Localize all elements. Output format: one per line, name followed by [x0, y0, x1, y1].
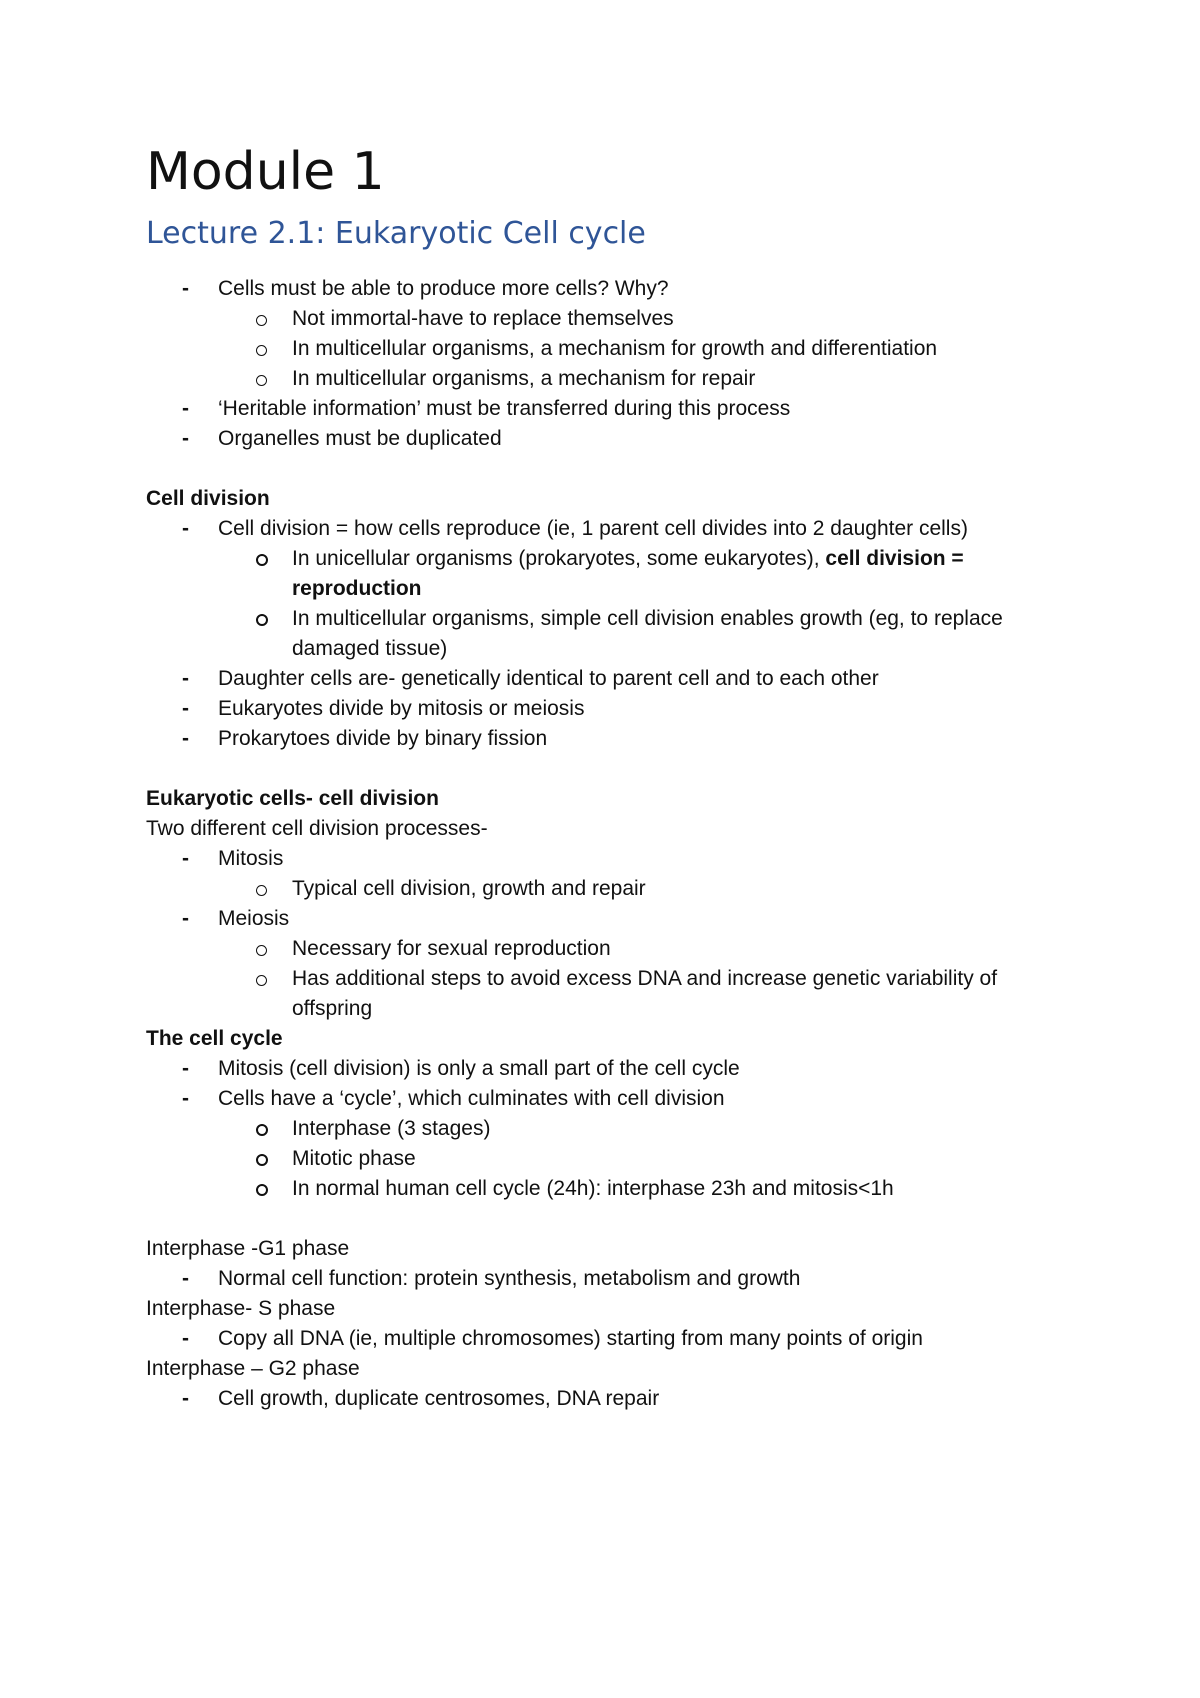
lecture-heading: Lecture 2.1: Eukaryotic Cell cycle: [146, 216, 646, 251]
spacer: [146, 454, 1076, 484]
list-item: Mitotic phase: [146, 1144, 1076, 1174]
list-item: - Copy all DNA (ie, multiple chromosomes) starting from many points of origin: [146, 1324, 1076, 1354]
list-item: In normal human cell cycle (24h): interphase 23h and mitosis<1h: [146, 1174, 1076, 1204]
section-heading: The cell cycle: [146, 1027, 283, 1050]
dash-bullet: -: [182, 1327, 189, 1350]
list-item: Has additional steps to avoid excess DNA and increase genetic variability of: [146, 964, 1076, 994]
hollow-circle-bullet-icon: [256, 945, 267, 956]
dash-bullet: -: [182, 1267, 189, 1290]
list-item: - ‘Heritable information’ must be transferred during this process: [146, 394, 1076, 424]
hollow-circle-bullet-icon: [256, 885, 267, 896]
list-item: In unicellular organisms (prokaryotes, some eukaryotes), cell division =: [146, 544, 1076, 574]
dash-bullet: -: [182, 1387, 189, 1410]
bold-circle-bullet-icon: [256, 1124, 268, 1136]
dash-bullet: -: [182, 667, 189, 690]
dash-bullet: -: [182, 517, 189, 540]
list-item-continuation: reproduction: [292, 577, 422, 600]
section-heading: Cell division: [146, 487, 270, 510]
list-item: Not immortal-have to replace themselves: [146, 304, 1076, 334]
paragraph: Two different cell division processes-: [146, 817, 488, 840]
bold-circle-bullet-icon: [256, 1184, 268, 1196]
hollow-circle-bullet-icon: [256, 345, 267, 356]
dash-bullet: -: [182, 697, 189, 720]
hollow-circle-bullet-icon: [256, 315, 267, 326]
bold-circle-bullet-icon: [256, 554, 268, 566]
list-item: - Cells must be able to produce more cells? Why?: [146, 274, 1076, 304]
list-item: In multicellular organisms, a mechanism for growth and differentiation: [146, 334, 1076, 364]
list-item: In multicellular organisms, simple cell division enables growth (eg, to replace: [146, 604, 1076, 634]
page-title: Module 1: [146, 142, 385, 202]
phase-heading: Interphase -G1 phase: [146, 1237, 350, 1260]
list-item: - Organelles must be duplicated: [146, 424, 1076, 454]
list-item: In multicellular organisms, a mechanism for repair: [146, 364, 1076, 394]
list-item: Interphase (3 stages): [146, 1114, 1076, 1144]
list-item: - Meiosis: [146, 904, 1076, 934]
phase-heading: Interphase – G2 phase: [146, 1357, 360, 1380]
dash-bullet: -: [182, 397, 189, 420]
hollow-circle-bullet-icon: [256, 375, 267, 386]
dash-bullet: -: [182, 1087, 189, 1110]
document-page: [146, 140, 1076, 1414]
list-item-continuation: offspring: [292, 997, 373, 1020]
dash-bullet: -: [182, 847, 189, 870]
dash-bullet: -: [182, 727, 189, 750]
spacer: [146, 1204, 1076, 1234]
list-item-continuation: damaged tissue): [292, 637, 448, 660]
section-heading: Eukaryotic cells- cell division: [146, 787, 439, 810]
dash-bullet: -: [182, 427, 189, 450]
hollow-circle-bullet-icon: [256, 975, 267, 986]
dash-bullet: -: [182, 277, 189, 300]
bold-circle-bullet-icon: [256, 614, 268, 626]
list-item: - Mitosis: [146, 844, 1076, 874]
list-item: - Normal cell function: protein synthesis, metabolism and growth: [146, 1264, 1076, 1294]
list-item: - Eukaryotes divide by mitosis or meiosis: [146, 694, 1076, 724]
list-item: Necessary for sexual reproduction: [146, 934, 1076, 964]
list-item: - Mitosis (cell division) is only a small part of the cell cycle: [146, 1054, 1076, 1084]
bold-circle-bullet-icon: [256, 1154, 268, 1166]
list-item: - Cell growth, duplicate centrosomes, DNA repair: [146, 1384, 1076, 1414]
spacer: [146, 754, 1076, 784]
dash-bullet: -: [182, 907, 189, 930]
list-item: - Cells have a ‘cycle’, which culminates with cell division: [146, 1084, 1076, 1114]
list-item: - Cell division = how cells reproduce (ie, 1 parent cell divides into 2 daughter cells): [146, 514, 1076, 544]
phase-heading: Interphase- S phase: [146, 1297, 336, 1320]
list-item: Typical cell division, growth and repair: [146, 874, 1076, 904]
list-item: - Daughter cells are- genetically identical to parent cell and to each other: [146, 664, 1076, 694]
list-item: - Prokarytoes divide by binary fission: [146, 724, 1076, 754]
dash-bullet: -: [182, 1057, 189, 1080]
